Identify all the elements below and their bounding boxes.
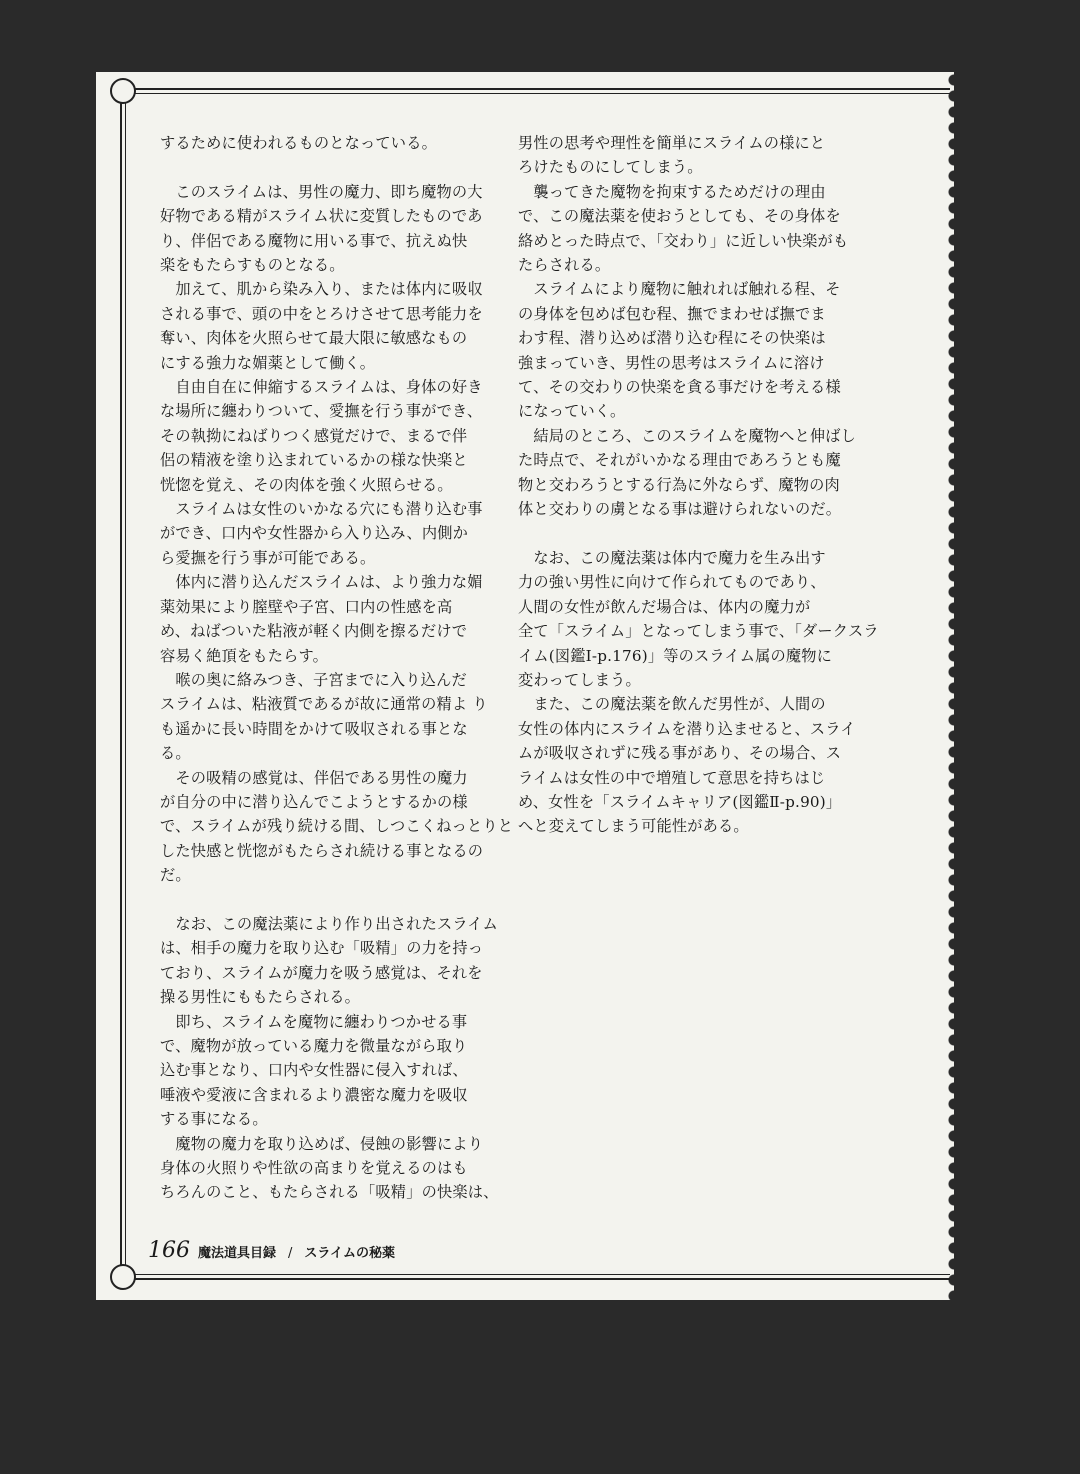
text-line: になっていく。 [518,402,626,421]
text-line: 物と交わろうとする行為に外ならず、魔物の肉 [518,475,840,494]
text-line: 強まっていき、男性の思考はスライムに溶け [518,353,825,372]
text-line: このスライムは、男性の魔力、即ち魔物の大 [160,182,483,201]
text-line: 体と交わりの虜となる事は避けられないのだ。 [518,500,842,519]
text-line: スライムにより魔物に触れれば触れる程、そ [518,280,841,299]
page-footer [148,1238,395,1264]
text-line: め、女性を「スライムキャリア(図鑑Ⅱ-p.90)」 [518,792,842,811]
text-line: 楽をもたらすものとなる。 [160,256,345,275]
book-section-title: 魔法道具目録 [198,1246,277,1261]
text-line: り、伴侶である魔物に用いる事で、抗えぬ快 [160,231,468,250]
text-line: め、ねばついた粘液が軽く内側を擦るだけで [160,622,468,641]
text-line: 即ち、スライムを魔物に纏わりつかせる事 [160,1012,468,1031]
text-line: 侶の精液を塗り込まれているかの様な快楽と [160,451,468,470]
text-line: ろけたものにしてしまう。 [518,158,703,177]
text-line: て、その交わりの快楽を貪る事だけを考える様 [518,378,841,397]
frame-left-border [120,88,126,1276]
text-line: も遥かに長い時間をかけて吸収される事とな [160,719,468,738]
text-line: 恍惚を覚え、その肉体を強く火照らせる。 [160,475,453,494]
text-line: 喉の奥に絡みつき、子宮までに入り込んだ [160,670,467,689]
text-line: わす程、潜り込めば潜り込む程にその快楽は [518,329,826,348]
text-line: スライムは、粘液質であるが故に通常の精よ り [160,695,488,714]
text-line: で、スライムが残り続ける間、しつこくねっとりと [160,817,514,836]
text-line: る。 [160,744,191,763]
text-line: 薬効果により膣壁や子宮、口内の性感を高 [160,597,453,616]
text-line: 絡めとった時点で、「交わり」に近しい快楽がも [518,231,849,250]
text-line [518,522,836,546]
footer-separator: / [288,1246,293,1261]
text-line: また、この魔法薬を飲んだ男性が、人間の [518,695,826,714]
text-line: される事で、頭の中をとろけさせて思考能力を [160,304,483,323]
text-line: たらされる。 [518,256,611,275]
text-line: で、魔物が放っている魔力を微量ながら取り [160,1037,468,1055]
text-line: する事になる。 [160,1110,268,1129]
text-line: 自由自在に伸縮するスライムは、身体の好き [160,378,483,397]
text-line: だ。 [160,866,191,885]
text-line: なお、この魔法薬により作り出されたスライム [160,914,499,933]
text-line: な場所に纏わりついて、愛撫を行う事ができ、 [160,402,483,421]
left-text-column [160,131,514,1205]
frame-bottom-border [120,1274,950,1280]
text-line: 力の強い男性に向けて作られてものであり、 [518,573,826,592]
text-line: は、相手の魔力を取り込む「吸精」の力を持っ [160,939,484,958]
ornament-corner-icon [110,78,136,104]
text-line: ができ、口内や女性器から入り込み、内側か [160,524,469,543]
text-line: するために使われるものとなっている。 [160,134,437,152]
text-line: その吸精の感覚は、伴侶である男性の魔力 [160,768,468,787]
text-line: 加えて、肌から染み入り、または体内に吸収 [160,280,483,299]
text-line: 容易く絶頂をもたらす。 [160,646,329,665]
page-number: 166 [148,1238,190,1263]
text-line: イム(図鑑Ⅰ-p.176)」等のスライム属の魔物に [518,646,833,665]
text-line: 魔物の魔力を取り込めば、侵蝕の影響により [160,1134,484,1153]
text-line: 全て「スライム」となってしまう事で、「ダークスラ [518,622,879,641]
text-line: その執拗にねばりつく感覚だけで、まるで伴 [160,426,468,445]
text-line [160,155,478,179]
text-line: の身体を包めば包む程、撫でまわせば撫でま [518,304,826,323]
text-line [160,888,478,912]
text-line: スライムは女性のいかなる穴にも潜り込む事 [160,500,483,519]
text-line: が自分の中に潜り込んでこようとするかの様 [160,792,468,811]
text-line: 身体の火照りや性欲の高まりを覚えるのはも [160,1159,468,1178]
text-line: 襲ってきた魔物を拘束するためだけの理由 [518,182,826,201]
text-line: 込む事となり、口内や女性器に侵入すれば、 [160,1061,468,1080]
ornament-corner-icon [110,1264,136,1290]
text-line: 変わってしまう。 [518,670,641,689]
text-line: ムが吸収されずに残る事があり、その場合、ス [518,744,842,763]
text-line: 体内に潜り込んだスライムは、より強力な媚 [160,573,483,592]
text-line: ら愛撫を行う事が可能である。 [160,548,376,567]
text-line: ており、スライムが魔力を吸う感覚は、それを [160,963,483,982]
text-line: にする強力な媚薬として働く。 [160,353,376,372]
text-line: 奪い、肉体を火照らせて最大限に敏感なもの [160,329,468,348]
text-line: 操る男性にももたらされる。 [160,988,361,1007]
text-line: 女性の体内にスライムを潜り込ませると、スライ [518,719,856,738]
right-text-column [518,131,879,839]
text-line: 好物である精がスライム状に変質したものであ [160,207,483,226]
text-line: た時点で、それがいかなる理由であろうとも魔 [518,451,841,470]
text-line: 男性の思考や理性を簡単にスライムの様にと [518,134,826,152]
text-line: ちろんのこと、もたらされる「吸精」の快楽は、 [160,1183,499,1202]
text-line: 結局のところ、このスライムを魔物へと伸ばし [518,426,857,445]
text-line: 唾液や愛液に含まれるより濃密な魔力を吸収 [160,1085,468,1104]
text-line: で、この魔法薬を使おうとしても、その身体を [518,207,841,226]
text-line: へと変えてしまう可能性がある。 [518,817,749,836]
text-line: なお、この魔法薬は体内で魔力を生み出す [518,548,826,567]
frame-top-border [120,88,950,94]
text-line: した快感と恍惚がもたらされ続ける事となるの [160,841,484,860]
torn-edge [940,72,954,1300]
text-line: ライムは女性の中で増殖して意思を持ちはじ [518,768,826,787]
chapter-title: スライムの秘薬 [304,1246,396,1261]
text-line: 人間の女性が飲んだ場合は、体内の魔力が [518,597,811,616]
